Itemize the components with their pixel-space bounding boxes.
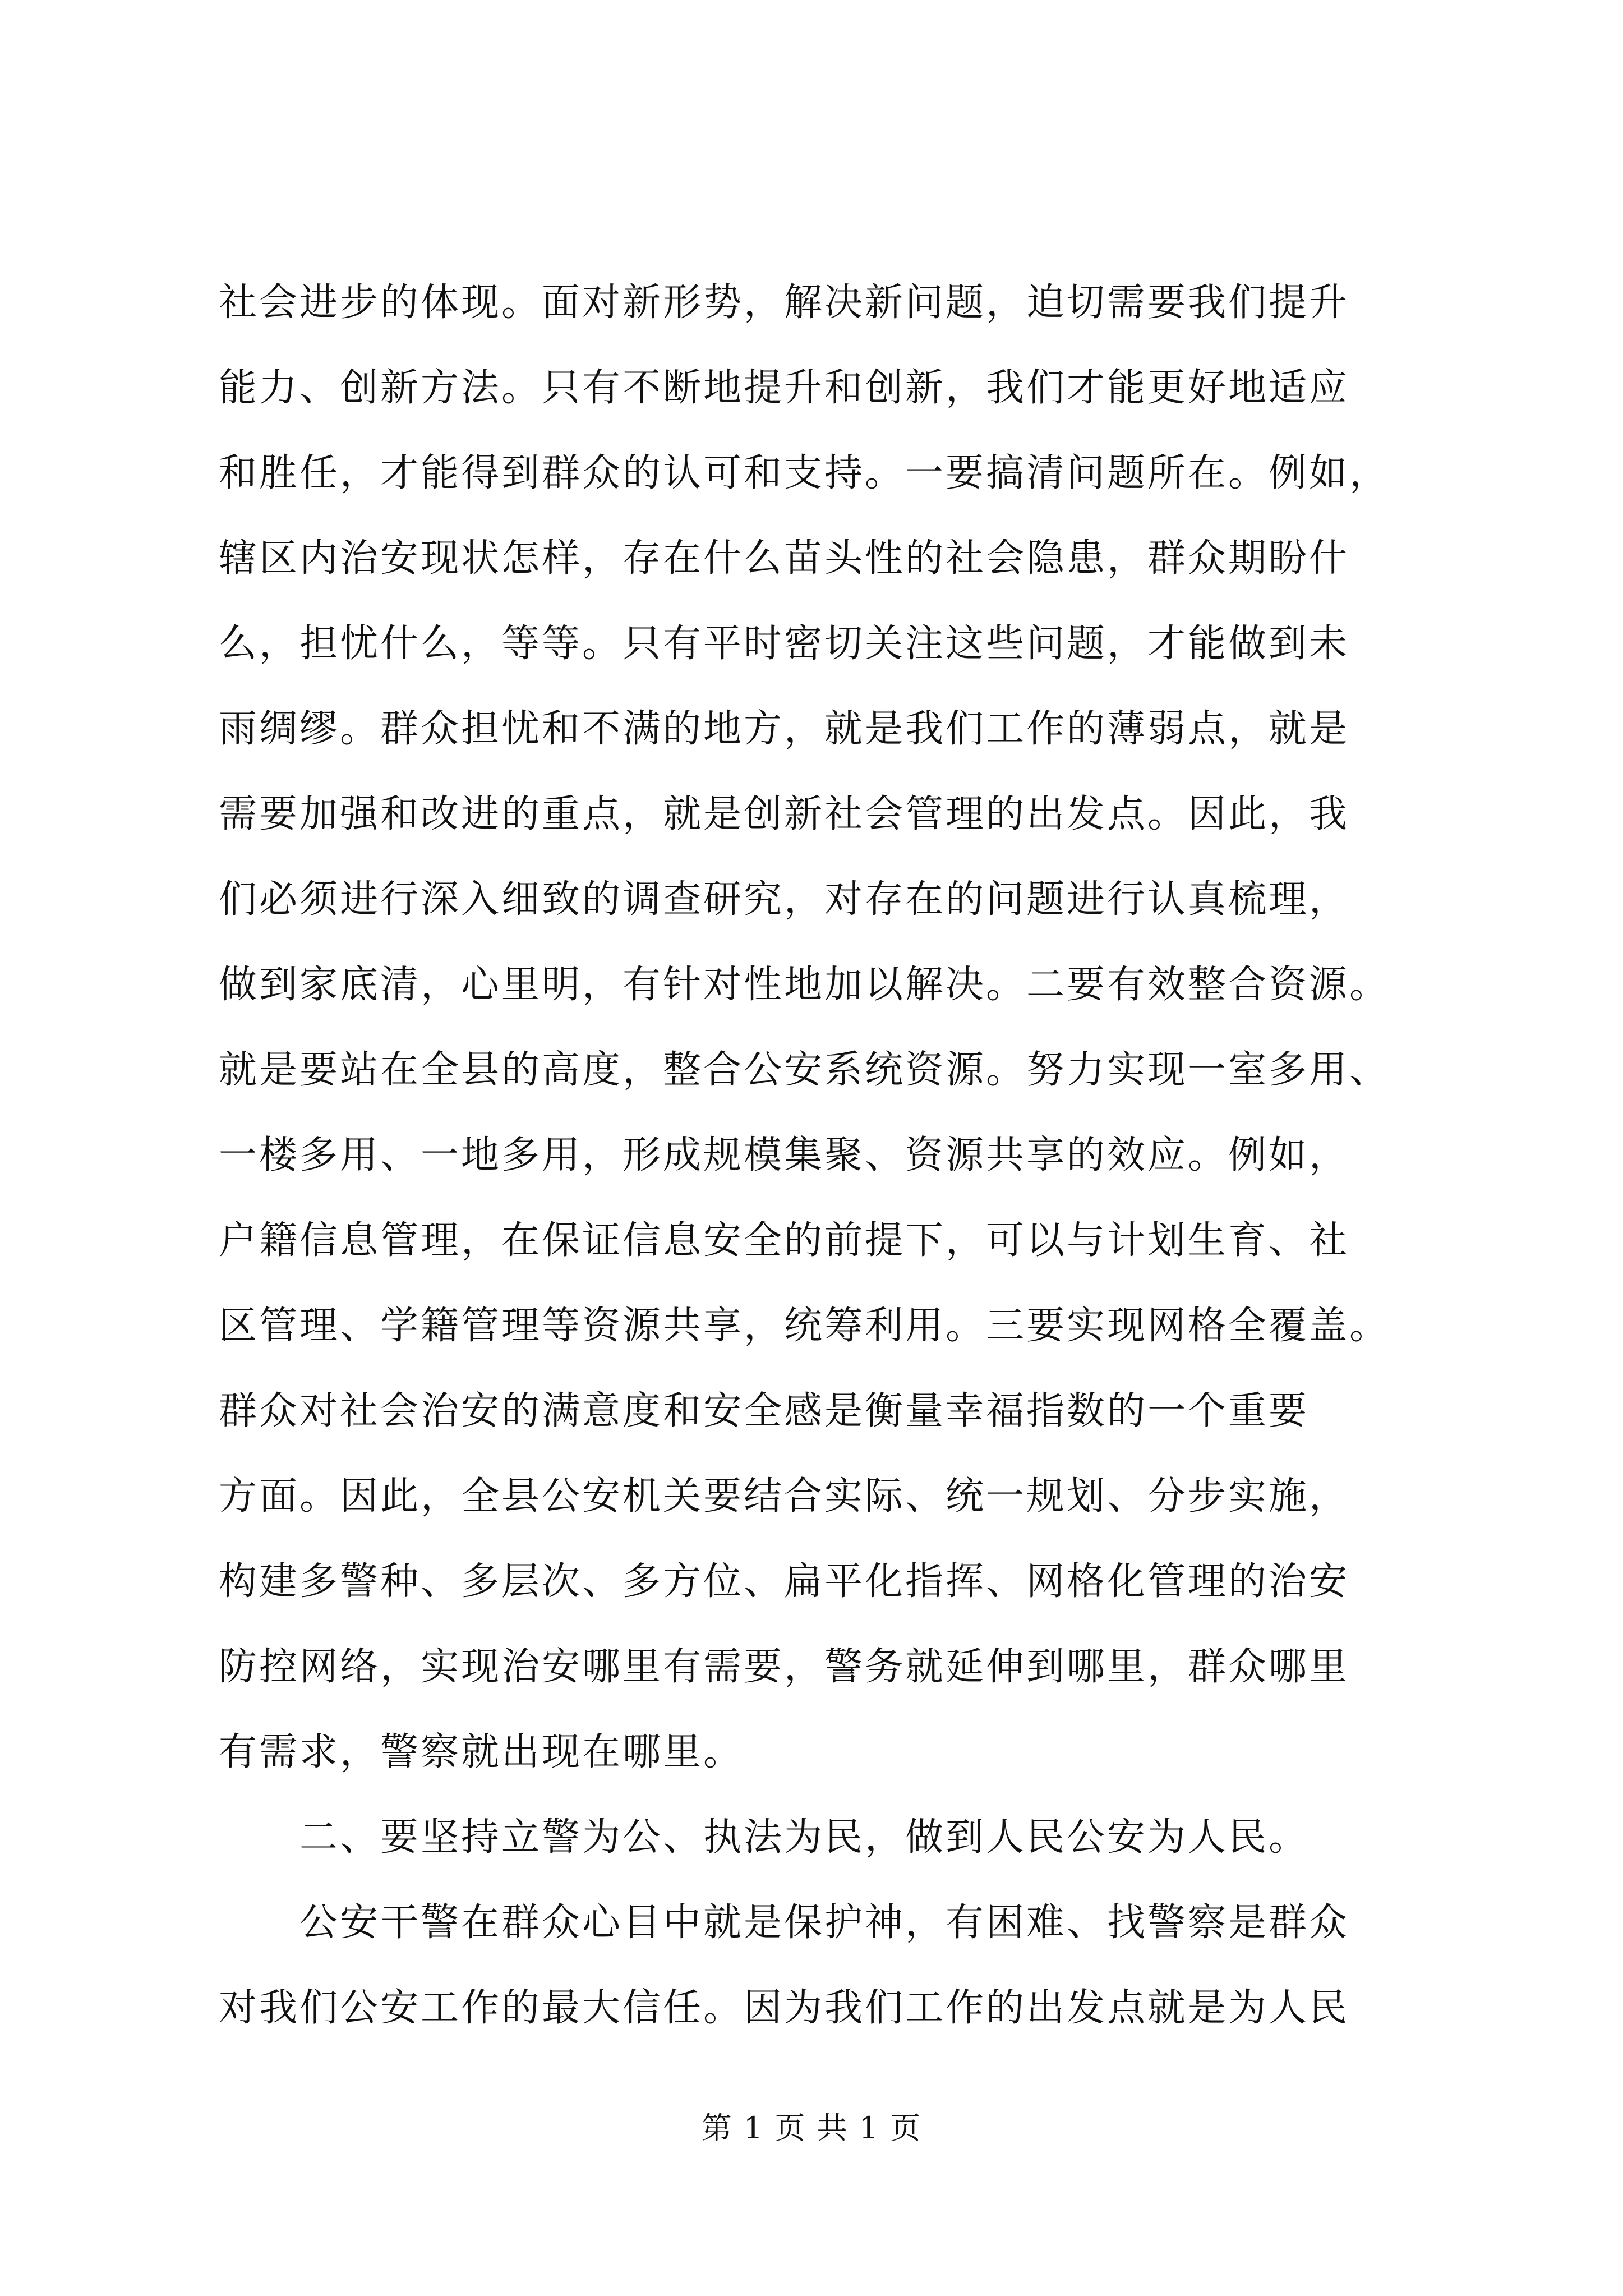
text-line: 就是要站在全县的高度，整合公安系统资源。努力实现一室多用、 bbox=[219, 1048, 1390, 1092]
text-line: 能力、创新方法。只有不断地提升和创新，我们才能更好地适应 bbox=[219, 366, 1350, 410]
text-line: 防控网络，实现治安哪里有需要，警务就延伸到哪里，群众哪里 bbox=[219, 1645, 1350, 1689]
text-line: 户籍信息管理，在保证信息安全的前提下，可以与计划生育、社 bbox=[219, 1218, 1350, 1263]
text-line: 么，担忧什么，等等。只有平时密切关注这些问题，才能做到未 bbox=[219, 622, 1350, 666]
text-line: 有需求，警察就出现在哪里。 bbox=[219, 1730, 744, 1774]
text-line: 辖区内治安现状怎样，存在什么苗头性的社会隐患，群众期盼什 bbox=[219, 536, 1350, 581]
text-line: 们必须进行深入细致的调查研究，对存在的问题进行认真梳理， bbox=[219, 877, 1350, 922]
text-line: 一楼多用、一地多用，形成规模集聚、资源共享的效应。例如， bbox=[219, 1133, 1350, 1177]
text-line: 方面。因此，全县公安机关要结合实际、统一规划、分步实施， bbox=[219, 1474, 1350, 1519]
text-line: 需要加强和改进的重点，就是创新社会管理的出发点。因此，我 bbox=[219, 792, 1350, 836]
page-footer: 第 1 页 共 1 页 bbox=[701, 2110, 922, 2146]
section-heading: 二、要坚持立警为公、执法为民，做到人民公安为人民。 bbox=[219, 1815, 1310, 1860]
text-line: 群众对社会治安的满意度和安全感是衡量幸福指数的一个重要 bbox=[219, 1389, 1310, 1433]
text-line: 做到家底清，心里明，有针对性地加以解决。二要有效整合资源。 bbox=[219, 963, 1390, 1007]
text-line: 构建多警种、多层次、多方位、扁平化指挥、网格化管理的治安 bbox=[219, 1559, 1350, 1604]
text-line: 雨绸缪。群众担忧和不满的地方，就是我们工作的薄弱点，就是 bbox=[219, 707, 1350, 751]
text-line: 和胜任，才能得到群众的认可和支持。一要搞清问题所在。例如， bbox=[219, 451, 1390, 495]
text-line: 区管理、学籍管理等资源共享，统筹利用。三要实现网格全覆盖。 bbox=[219, 1304, 1390, 1348]
text-line: 社会进步的体现。面对新形势，解决新问题，迫切需要我们提升 bbox=[219, 280, 1350, 325]
text-line: 对我们公安工作的最大信任。因为我们工作的出发点就是为人民 bbox=[219, 1986, 1350, 2030]
text-line: 公安干警在群众心目中就是保护神，有困难、找警察是群众 bbox=[219, 1901, 1350, 1945]
